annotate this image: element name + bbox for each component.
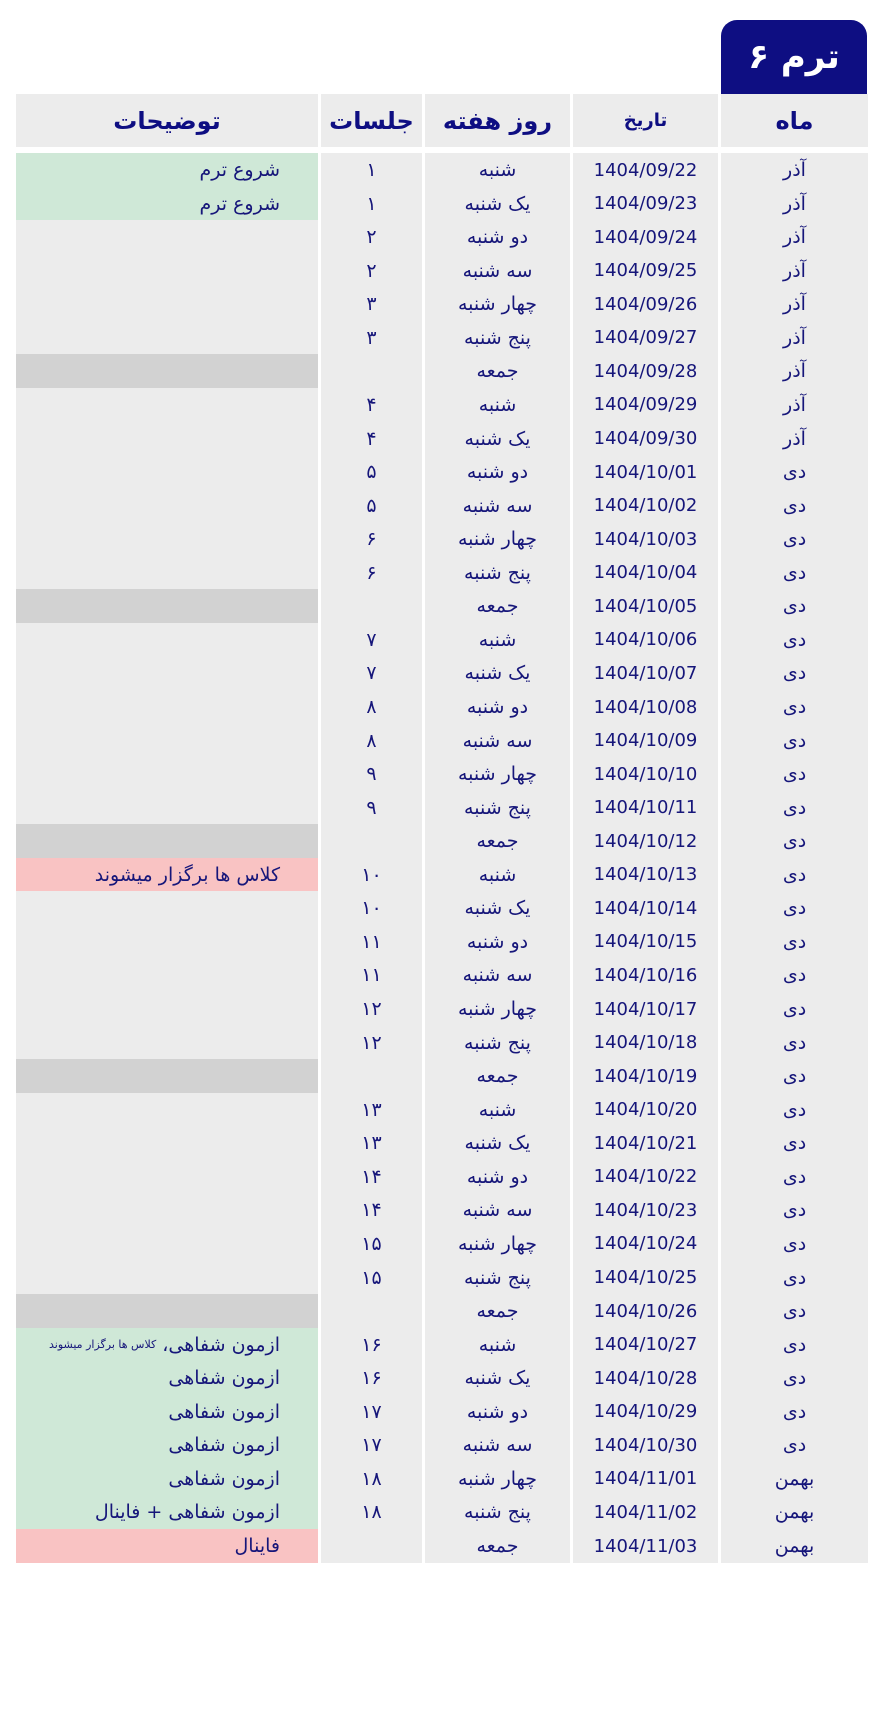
cell-session: ۱۷ <box>321 1395 422 1429</box>
table-row <box>16 791 868 825</box>
cell-session: ۹ <box>321 791 422 825</box>
cell-date: 1404/10/16 <box>573 958 718 992</box>
cell-month: دی <box>721 992 868 1026</box>
cell-month: دی <box>721 656 868 690</box>
table-row <box>16 220 868 254</box>
cell-weekday: چهار شنبه <box>425 522 570 556</box>
cell-weekday: سه شنبه <box>425 254 570 288</box>
table-row <box>16 1126 868 1160</box>
cell-notes <box>16 1495 318 1529</box>
note-text: ازمون شفاهی <box>168 1400 280 1423</box>
cell-month: دی <box>721 1328 868 1362</box>
cell-month: آذر <box>721 254 868 288</box>
cell-notes <box>16 1059 318 1093</box>
cell-notes <box>16 522 318 556</box>
table-row <box>16 489 868 523</box>
note-small-text: کلاس ها برگزار میشوند <box>49 1338 157 1352</box>
cell-weekday: یک شنبه <box>425 656 570 690</box>
table-row <box>16 925 868 959</box>
table-row <box>16 1395 868 1429</box>
table-row <box>16 287 868 321</box>
cell-weekday: دو شنبه <box>425 455 570 489</box>
cell-weekday: یک شنبه <box>425 422 570 456</box>
cell-month: دی <box>721 690 868 724</box>
cell-date: 1404/10/20 <box>573 1093 718 1127</box>
cell-month: آذر <box>721 321 868 355</box>
cell-session: ۳ <box>321 321 422 355</box>
cell-session: ۱۰ <box>321 858 422 892</box>
cell-weekday: سه شنبه <box>425 958 570 992</box>
cell-month: بهمن <box>721 1529 868 1563</box>
cell-month: آذر <box>721 220 868 254</box>
cell-notes <box>16 757 318 791</box>
cell-month: دی <box>721 1160 868 1194</box>
table-row <box>16 1294 868 1328</box>
cell-month: دی <box>721 589 868 623</box>
cell-session: ۱۶ <box>321 1328 422 1362</box>
table-row <box>16 1529 868 1563</box>
cell-notes <box>16 925 318 959</box>
table-row <box>16 824 868 858</box>
cell-session <box>321 1294 422 1328</box>
table-row <box>16 1093 868 1127</box>
cell-session: ۱۷ <box>321 1428 422 1462</box>
cell-weekday: پنج شنبه <box>425 1026 570 1060</box>
cell-date: 1404/09/25 <box>573 254 718 288</box>
cell-notes <box>16 1193 318 1227</box>
table-row <box>16 321 868 355</box>
cell-notes <box>16 1294 318 1328</box>
note-text: شروع ترم <box>199 192 280 215</box>
cell-date: 1404/10/14 <box>573 891 718 925</box>
cell-date: 1404/10/23 <box>573 1193 718 1227</box>
cell-session: ۲ <box>321 254 422 288</box>
cell-month: دی <box>721 1294 868 1328</box>
cell-date: 1404/09/22 <box>573 153 718 187</box>
cell-date: 1404/10/09 <box>573 724 718 758</box>
cell-notes <box>16 388 318 422</box>
cell-notes <box>16 690 318 724</box>
cell-notes <box>16 791 318 825</box>
cell-month: دی <box>721 1193 868 1227</box>
cell-session: ۷ <box>321 623 422 657</box>
table-row <box>16 1160 868 1194</box>
cell-notes <box>16 1093 318 1127</box>
cell-weekday: چهار شنبه <box>425 757 570 791</box>
cell-month: دی <box>721 556 868 590</box>
cell-session: ۱۵ <box>321 1261 422 1295</box>
note-text: فاینال <box>234 1535 280 1557</box>
cell-weekday: سه شنبه <box>425 489 570 523</box>
cell-month: آذر <box>721 153 868 187</box>
cell-month: دی <box>721 724 868 758</box>
cell-weekday: سه شنبه <box>425 1428 570 1462</box>
cell-date: 1404/09/23 <box>573 187 718 221</box>
cell-notes <box>16 556 318 590</box>
page-title: ترم ۶ <box>721 20 867 94</box>
cell-notes <box>16 1026 318 1060</box>
cell-month: دی <box>721 891 868 925</box>
cell-date: 1404/09/28 <box>573 354 718 388</box>
cell-weekday: دو شنبه <box>425 1160 570 1194</box>
cell-notes <box>16 1126 318 1160</box>
cell-weekday: شنبه <box>425 153 570 187</box>
cell-notes <box>16 891 318 925</box>
cell-session <box>321 354 422 388</box>
table-row <box>16 656 868 690</box>
cell-weekday: دو شنبه <box>425 220 570 254</box>
cell-weekday: پنج شنبه <box>425 321 570 355</box>
table-row <box>16 1261 868 1295</box>
cell-weekday: جمعه <box>425 1529 570 1563</box>
cell-session: ۸ <box>321 724 422 758</box>
cell-date: 1404/10/06 <box>573 623 718 657</box>
cell-date: 1404/10/25 <box>573 1261 718 1295</box>
cell-weekday: جمعه <box>425 354 570 388</box>
cell-notes <box>16 455 318 489</box>
table-row <box>16 522 868 556</box>
cell-date: 1404/10/01 <box>573 455 718 489</box>
cell-month: دی <box>721 791 868 825</box>
cell-date: 1404/09/24 <box>573 220 718 254</box>
cell-month: دی <box>721 1126 868 1160</box>
cell-session: ۱۸ <box>321 1462 422 1496</box>
cell-notes <box>16 1462 318 1496</box>
cell-month: دی <box>721 757 868 791</box>
cell-month: دی <box>721 824 868 858</box>
cell-month: دی <box>721 1395 868 1429</box>
table-row <box>16 623 868 657</box>
cell-month: دی <box>721 1026 868 1060</box>
header-date: تاریخ <box>573 94 718 147</box>
note-text: شروع ترم <box>199 159 280 181</box>
cell-weekday: یک شنبه <box>425 891 570 925</box>
cell-date: 1404/10/07 <box>573 656 718 690</box>
cell-session: ۱ <box>321 187 422 221</box>
cell-date: 1404/11/03 <box>573 1529 718 1563</box>
cell-weekday: سه شنبه <box>425 1193 570 1227</box>
cell-month: دی <box>721 455 868 489</box>
cell-weekday: جمعه <box>425 1059 570 1093</box>
cell-notes <box>16 858 318 892</box>
table-row <box>16 422 868 456</box>
table-row <box>16 858 868 892</box>
cell-notes <box>16 489 318 523</box>
cell-weekday: چهار شنبه <box>425 1227 570 1261</box>
cell-month: دی <box>721 489 868 523</box>
cell-session: ۴ <box>321 388 422 422</box>
cell-date: 1404/10/11 <box>573 791 718 825</box>
cell-date: 1404/10/03 <box>573 522 718 556</box>
cell-month: دی <box>721 958 868 992</box>
cell-weekday: سه شنبه <box>425 724 570 758</box>
cell-session: ۱۳ <box>321 1093 422 1127</box>
cell-notes <box>16 287 318 321</box>
note-text: ازمون شفاهی + فاینال <box>94 1501 280 1524</box>
cell-date: 1404/10/15 <box>573 925 718 959</box>
cell-weekday: چهار شنبه <box>425 992 570 1026</box>
cell-month: دی <box>721 1428 868 1462</box>
table-row <box>16 1495 868 1529</box>
cell-session: ۶ <box>321 556 422 590</box>
cell-weekday: یک شنبه <box>425 187 570 221</box>
cell-date: 1404/10/12 <box>573 824 718 858</box>
cell-date: 1404/09/26 <box>573 287 718 321</box>
cell-date: 1404/10/13 <box>573 858 718 892</box>
table-row <box>16 1462 868 1496</box>
note-text: ازمون شفاهی <box>168 1467 280 1490</box>
cell-notes <box>16 992 318 1026</box>
cell-date: 1404/10/21 <box>573 1126 718 1160</box>
cell-session: ۱۴ <box>321 1193 422 1227</box>
cell-month: دی <box>721 858 868 892</box>
table-row <box>16 388 868 422</box>
cell-weekday: پنج شنبه <box>425 791 570 825</box>
cell-date: 1404/10/17 <box>573 992 718 1026</box>
cell-notes <box>16 254 318 288</box>
cell-month: دی <box>721 1093 868 1127</box>
cell-notes <box>16 1328 318 1362</box>
cell-date: 1404/09/29 <box>573 388 718 422</box>
header-notes: توضیحات <box>16 94 318 147</box>
cell-session: ۱ <box>321 153 422 187</box>
cell-notes <box>16 1261 318 1295</box>
cell-weekday: یک شنبه <box>425 1361 570 1395</box>
cell-month: آذر <box>721 422 868 456</box>
table-row <box>16 187 868 221</box>
cell-session: ۱۸ <box>321 1495 422 1529</box>
table-row <box>16 354 868 388</box>
cell-date: 1404/10/04 <box>573 556 718 590</box>
cell-month: بهمن <box>721 1462 868 1496</box>
cell-session: ۱۰ <box>321 891 422 925</box>
cell-month: دی <box>721 925 868 959</box>
cell-notes <box>16 1227 318 1261</box>
cell-session <box>321 1529 422 1563</box>
cell-session: ۸ <box>321 690 422 724</box>
table-row <box>16 1361 868 1395</box>
header-sessions: جلسات <box>321 94 422 147</box>
cell-weekday: پنج شنبه <box>425 1261 570 1295</box>
cell-session: ۱۱ <box>321 958 422 992</box>
cell-notes <box>16 354 318 388</box>
cell-weekday: شنبه <box>425 1328 570 1362</box>
note-text: کلاس ها برگزار میشوند <box>94 863 280 886</box>
cell-notes <box>16 220 318 254</box>
table-row <box>16 757 868 791</box>
table-row <box>16 1227 868 1261</box>
header-month: ماه <box>721 94 868 147</box>
table-row <box>16 891 868 925</box>
cell-notes <box>16 1361 318 1395</box>
cell-weekday: چهار شنبه <box>425 287 570 321</box>
cell-session: ۱۲ <box>321 1026 422 1060</box>
table-row <box>16 556 868 590</box>
table-row <box>16 992 868 1026</box>
cell-month: دی <box>721 623 868 657</box>
cell-session: ۵ <box>321 455 422 489</box>
cell-weekday: جمعه <box>425 1294 570 1328</box>
header-weekday: روز هفته <box>425 94 570 147</box>
cell-session <box>321 1059 422 1093</box>
cell-notes <box>16 153 318 187</box>
cell-session: ۱۲ <box>321 992 422 1026</box>
cell-weekday: جمعه <box>425 589 570 623</box>
note-text: ازمون شفاهی <box>168 1434 280 1457</box>
cell-weekday: پنج شنبه <box>425 1495 570 1529</box>
cell-notes <box>16 958 318 992</box>
cell-notes <box>16 321 318 355</box>
table-row <box>16 254 868 288</box>
cell-weekday: دو شنبه <box>425 690 570 724</box>
table-row <box>16 1328 868 1362</box>
table-header <box>16 94 868 147</box>
cell-date: 1404/10/28 <box>573 1361 718 1395</box>
cell-date: 1404/10/02 <box>573 489 718 523</box>
cell-date: 1404/09/30 <box>573 422 718 456</box>
table-row <box>16 958 868 992</box>
cell-month: دی <box>721 1059 868 1093</box>
cell-date: 1404/10/27 <box>573 1328 718 1362</box>
cell-date: 1404/10/10 <box>573 757 718 791</box>
cell-notes <box>16 623 318 657</box>
cell-session: ۴ <box>321 422 422 456</box>
cell-month: آذر <box>721 287 868 321</box>
cell-weekday: شنبه <box>425 1093 570 1127</box>
cell-month: دی <box>721 1227 868 1261</box>
cell-weekday: دو شنبه <box>425 1395 570 1429</box>
cell-date: 1404/10/19 <box>573 1059 718 1093</box>
table-row <box>16 1428 868 1462</box>
cell-session: ۶ <box>321 522 422 556</box>
note-text: ازمون شفاهی، <box>162 1333 280 1356</box>
cell-session: ۱۶ <box>321 1361 422 1395</box>
cell-notes <box>16 1160 318 1194</box>
cell-session: ۱۳ <box>321 1126 422 1160</box>
cell-weekday: یک شنبه <box>425 1126 570 1160</box>
table-row <box>16 455 868 489</box>
table-row <box>16 1026 868 1060</box>
cell-date: 1404/11/01 <box>573 1462 718 1496</box>
cell-month: بهمن <box>721 1495 868 1529</box>
cell-date: 1404/10/22 <box>573 1160 718 1194</box>
cell-date: 1404/10/26 <box>573 1294 718 1328</box>
cell-session <box>321 589 422 623</box>
cell-notes <box>16 1428 318 1462</box>
cell-notes <box>16 724 318 758</box>
cell-weekday: شنبه <box>425 623 570 657</box>
cell-date: 1404/10/18 <box>573 1026 718 1060</box>
cell-weekday: جمعه <box>425 824 570 858</box>
cell-notes <box>16 422 318 456</box>
cell-month: دی <box>721 522 868 556</box>
cell-weekday: دو شنبه <box>425 925 570 959</box>
cell-month: دی <box>721 1261 868 1295</box>
table-row <box>16 589 868 623</box>
cell-weekday: شنبه <box>425 858 570 892</box>
cell-session: ۳ <box>321 287 422 321</box>
cell-weekday: شنبه <box>425 388 570 422</box>
cell-notes <box>16 1395 318 1429</box>
cell-notes <box>16 187 318 221</box>
cell-date: 1404/11/02 <box>573 1495 718 1529</box>
cell-session: ۱۱ <box>321 925 422 959</box>
cell-session: ۹ <box>321 757 422 791</box>
cell-month: آذر <box>721 388 868 422</box>
cell-weekday: چهار شنبه <box>425 1462 570 1496</box>
cell-session: ۲ <box>321 220 422 254</box>
cell-month: آذر <box>721 187 868 221</box>
table-row <box>16 690 868 724</box>
cell-date: 1404/10/30 <box>573 1428 718 1462</box>
cell-notes <box>16 589 318 623</box>
cell-month: دی <box>721 1361 868 1395</box>
cell-date: 1404/10/24 <box>573 1227 718 1261</box>
cell-month: آذر <box>721 354 868 388</box>
cell-session <box>321 824 422 858</box>
table-row <box>16 1059 868 1093</box>
cell-session: ۱۴ <box>321 1160 422 1194</box>
table-row <box>16 153 868 187</box>
cell-date: 1404/10/29 <box>573 1395 718 1429</box>
cell-date: 1404/09/27 <box>573 321 718 355</box>
cell-notes <box>16 1529 318 1563</box>
table-row <box>16 724 868 758</box>
cell-session: ۱۵ <box>321 1227 422 1261</box>
note-text: ازمون شفاهی <box>168 1367 280 1390</box>
table-row <box>16 1193 868 1227</box>
cell-weekday: پنج شنبه <box>425 556 570 590</box>
cell-notes <box>16 656 318 690</box>
cell-date: 1404/10/05 <box>573 589 718 623</box>
cell-notes <box>16 824 318 858</box>
cell-session: ۵ <box>321 489 422 523</box>
cell-date: 1404/10/08 <box>573 690 718 724</box>
cell-session: ۷ <box>321 656 422 690</box>
